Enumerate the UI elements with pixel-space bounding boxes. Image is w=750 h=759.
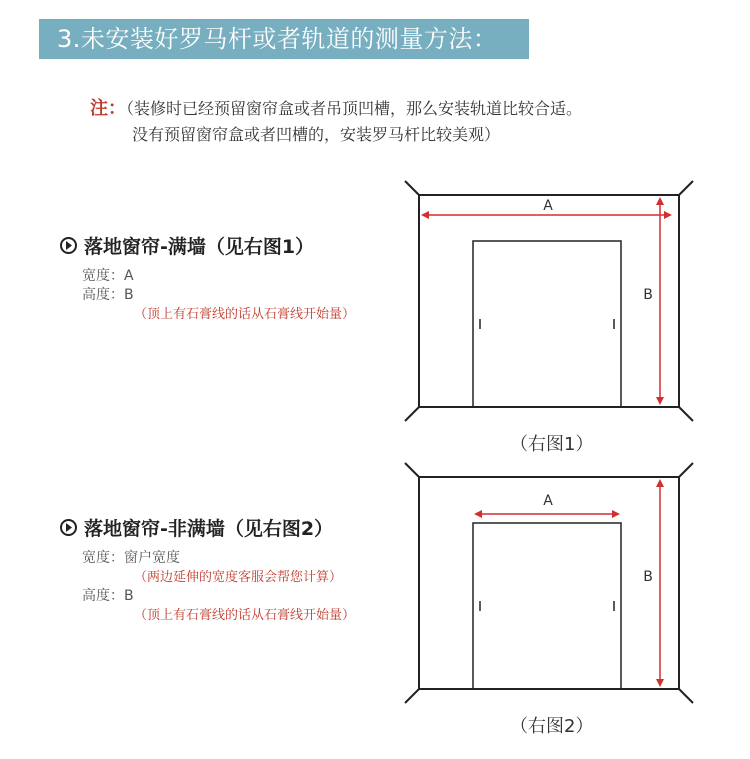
dimension-a-label: A <box>543 198 553 214</box>
section-partial-wall <box>60 514 355 625</box>
note-text-2: 没有预留窗帘盒或者凹槽的，安装罗马杆比较美观） <box>132 125 501 144</box>
dimension-b <box>656 479 664 687</box>
note-line-1 <box>90 96 582 122</box>
dimension-b-label: B <box>643 287 653 303</box>
height-note: （顶上有石膏线的话从石膏线开始量） <box>134 608 356 623</box>
window <box>473 523 621 689</box>
section-heading-text: 落地窗帘-非满墙（见右图2） <box>84 518 334 540</box>
section-full-wall <box>60 232 355 324</box>
width-note: （两边延伸的宽度客服会帮您计算） <box>134 570 343 585</box>
note-text-1: （装修时已经预留窗帘盒或者吊顶凹槽，那么安装轨道比较合适。 <box>126 99 583 118</box>
diagram-caption: （右图1） <box>510 434 594 455</box>
note-label: 注： <box>90 98 126 119</box>
height-spec: 高度：B <box>82 588 134 604</box>
width-spec: 宽度：窗户宽度 <box>82 550 180 566</box>
height-note: （顶上有石膏线的话从石膏线开始量） <box>134 307 356 322</box>
section-heading-text: 落地窗帘-满墙（见右图1） <box>84 236 315 258</box>
width-spec: 宽度：A <box>82 268 134 284</box>
section-title: 3.未安装好罗马杆或者轨道的测量方法： <box>39 19 529 59</box>
dimension-b-label: B <box>643 569 653 585</box>
arrow-right-icon <box>60 237 77 254</box>
height-spec: 高度：B <box>82 287 134 303</box>
window <box>473 241 621 407</box>
spec-list <box>82 549 355 625</box>
dimension-a <box>474 510 620 518</box>
section-heading <box>60 514 355 541</box>
dimension-b <box>656 197 664 405</box>
section-heading <box>60 232 355 259</box>
arrow-right-icon <box>60 519 77 536</box>
diagram-full-wall <box>400 178 700 424</box>
diagram-partial-wall <box>400 460 700 706</box>
dimension-a-label: A <box>543 493 553 509</box>
note <box>90 96 582 148</box>
spec-list <box>82 267 355 324</box>
diagram-caption: （右图2） <box>510 716 594 737</box>
